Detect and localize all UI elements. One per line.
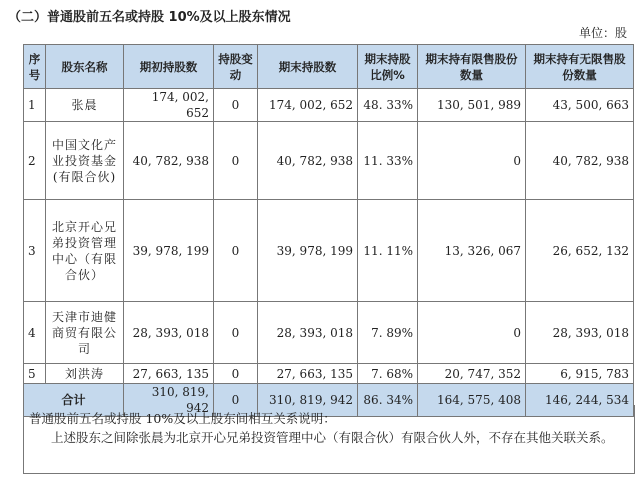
holder-name-cell: 刘洪涛 [46, 364, 124, 384]
seq-cell: 2 [24, 122, 46, 200]
header-cell: 期末持股数 [258, 45, 358, 89]
header-cell: 股东名称 [46, 45, 124, 89]
section-title: （二）普通股前五名或持股 10%及以上股东情况 [8, 10, 291, 25]
header-cell: 期初持股数 [124, 45, 214, 89]
unrestricted-cell: 43, 500, 663 [526, 89, 634, 122]
start-shares-cell: 40, 782, 938 [124, 122, 214, 200]
holder-name-cell: 北京开心兄弟投资管理中心（有限合伙） [46, 200, 124, 302]
ratio-cell: 11. 33% [358, 122, 418, 200]
change-cell: 0 [214, 364, 258, 384]
table-row [24, 364, 634, 384]
holder-name-cell: 天津市迪健商贸有限公司 [46, 302, 124, 364]
seq-cell: 5 [24, 364, 46, 384]
header-cell: 期末持有限售股份数量 [418, 45, 526, 89]
total-restricted-cell: 164, 575, 408 [418, 384, 526, 417]
total-ratio-cell: 86. 34% [358, 384, 418, 417]
total-end-cell: 310, 819, 942 [258, 384, 358, 417]
ratio-cell: 7. 89% [358, 302, 418, 364]
seq-cell: 4 [24, 302, 46, 364]
ratio-cell: 11. 11% [358, 200, 418, 302]
total-unrestricted-cell: 146, 244, 534 [526, 384, 634, 417]
unit-label: 单位：股 [578, 26, 627, 40]
ratio-cell: 48. 33% [358, 89, 418, 122]
change-cell: 0 [214, 200, 258, 302]
header-cell: 序号 [24, 45, 46, 89]
seq-cell: 3 [24, 200, 46, 302]
header-cell: 持股变动 [214, 45, 258, 89]
change-cell: 0 [214, 302, 258, 364]
table-row [24, 89, 634, 122]
unrestricted-cell: 28, 393, 018 [526, 302, 634, 364]
restricted-cell: 130, 501, 989 [418, 89, 526, 122]
note-body: 上述股东之间除张晨为北京开心兄弟投资管理中心（有限合伙）有限合伙人外，不存在其他关联关系。 [51, 430, 614, 445]
restricted-cell: 13, 326, 067 [418, 200, 526, 302]
unrestricted-cell: 6, 915, 783 [526, 364, 634, 384]
end-shares-cell: 40, 782, 938 [258, 122, 358, 200]
unrestricted-cell: 40, 782, 938 [526, 122, 634, 200]
table-row [24, 200, 634, 302]
end-shares-cell: 39, 978, 199 [258, 200, 358, 302]
end-shares-cell: 174, 002, 652 [258, 89, 358, 122]
total-label: 合计 [24, 384, 124, 417]
seq-cell: 1 [24, 89, 46, 122]
restricted-cell: 0 [418, 302, 526, 364]
relationship-note [23, 405, 635, 474]
note-heading: 普通股前五名或持股 10%及以上股东间相互关系说明： [29, 411, 336, 426]
end-shares-cell: 27, 663, 135 [258, 364, 358, 384]
start-shares-cell: 28, 393, 018 [124, 302, 214, 364]
restricted-cell: 20, 747, 352 [418, 364, 526, 384]
start-shares-cell: 174, 002, 652 [124, 89, 214, 122]
start-shares-cell: 27, 663, 135 [124, 364, 214, 384]
change-cell: 0 [214, 122, 258, 200]
holder-name-cell: 中国文化产业投资基金(有限合伙) [46, 122, 124, 200]
header-row [24, 45, 634, 89]
restricted-cell: 0 [418, 122, 526, 200]
table-row [24, 302, 634, 364]
end-shares-cell: 28, 393, 018 [258, 302, 358, 364]
total-start-cell: 310, 819, 942 [124, 384, 214, 417]
total-change-cell: 0 [214, 384, 258, 417]
table-row [24, 122, 634, 200]
shareholder-table [23, 44, 634, 417]
start-shares-cell: 39, 978, 199 [124, 200, 214, 302]
header-cell: 期末持股比例% [358, 45, 418, 89]
change-cell: 0 [214, 89, 258, 122]
unrestricted-cell: 26, 652, 132 [526, 200, 634, 302]
header-cell: 期末持有无限售股份数量 [526, 45, 634, 89]
ratio-cell: 7. 68% [358, 364, 418, 384]
holder-name-cell: 张晨 [46, 89, 124, 122]
